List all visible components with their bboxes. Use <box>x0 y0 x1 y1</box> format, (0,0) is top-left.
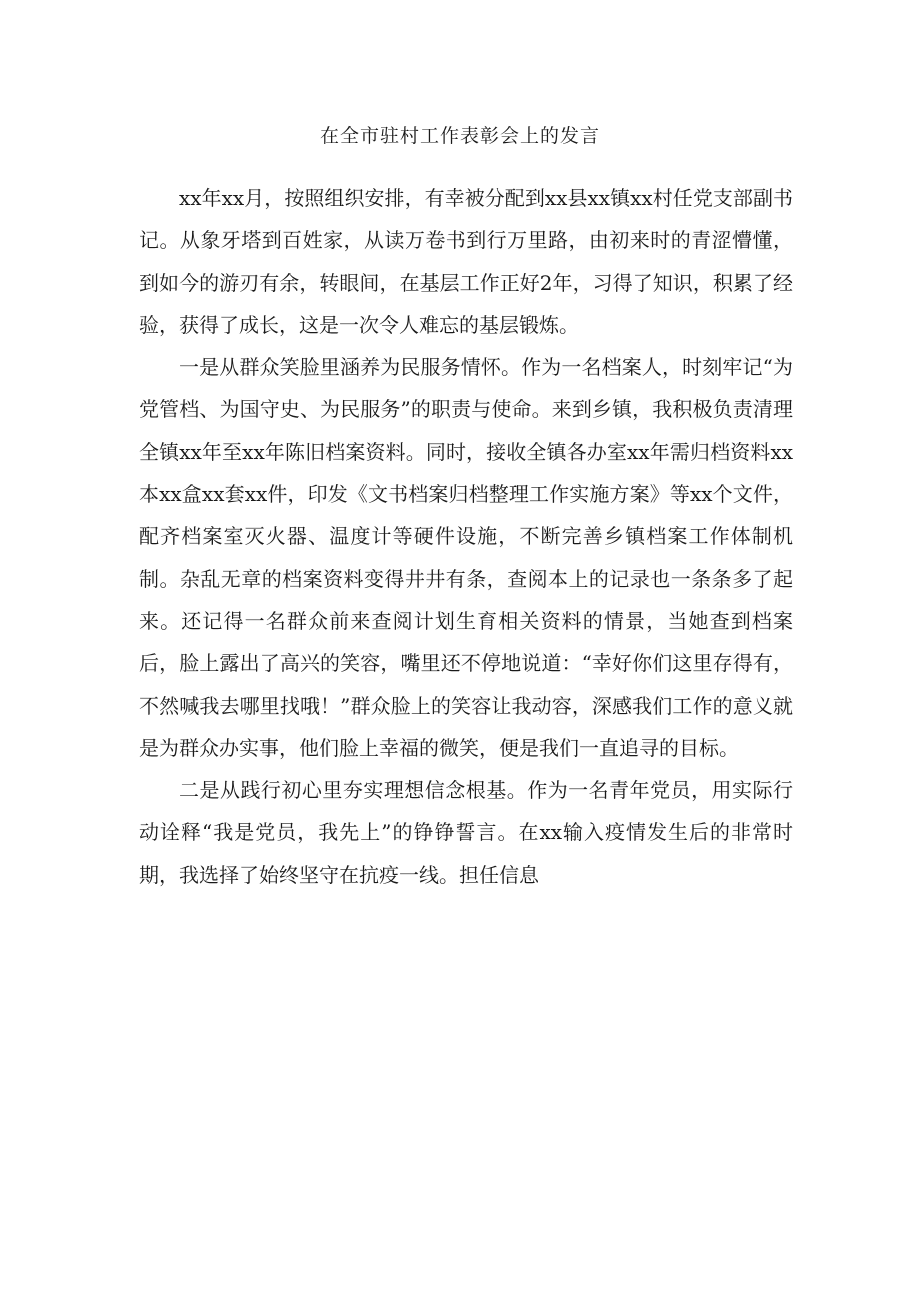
paragraph-point-two: 二是从践行初心里夯实理想信念根基。作为一名青年党员，用实际行动诠释“我是党员，我先上”的铮铮誓言。在xx输入疫情发生后的非常时期，我选择了始终坚守在抗疫一线。担任信息 <box>139 778 793 887</box>
document-title: 在全市驻村工作表彰会上的发言 <box>319 125 600 147</box>
paragraph-intro: xx年xx月，按照组织安排，有幸被分配到xx县xx镇xx村任党支部副书记。从象牙塔到百姓家，从读万卷书到行万里路，由初来时的青涩懵懂，到如今的游刃有余，转眼间，在基层工作正好2年，习得了知识，积累了经验，获得了成长，这是一次令人难忘的基层锻炼。 <box>139 186 793 337</box>
document-body <box>139 177 793 896</box>
paragraph-point-one: 一是从群众笑脸里涵养为民服务情怀。作为一名档案人，时刻牢记“为党管档、为国守史、为民服务”的职责与使命。来到乡镇，我积极负责清理全镇xx年至xx年陈旧档案资料。同时，接收全镇各办室xx年需归档资料xx本xx盒xx套xx件，印发《文书档案归档整理工作实施方案》等xx个文件，配齐档案室灭火器、温度计等硬件设施，不断完善乡镇档案工作体制机制。杂乱无章的档案资料变得井井有条，查阅本上的记录也一条条多了起来。还记得一名群众前来查阅计划生育相关资料的情景，当她查到档案后，脸上露出了高兴的笑容，嘴里还不停地说道：“幸好你们这里存得有，不然喊我去哪里找哦！”群众脸上的笑容让我动容，深感我们工作的意义就是为群众办实事，他们脸上幸福的微笑，便是我们一直追寻的目标。 <box>139 355 793 760</box>
